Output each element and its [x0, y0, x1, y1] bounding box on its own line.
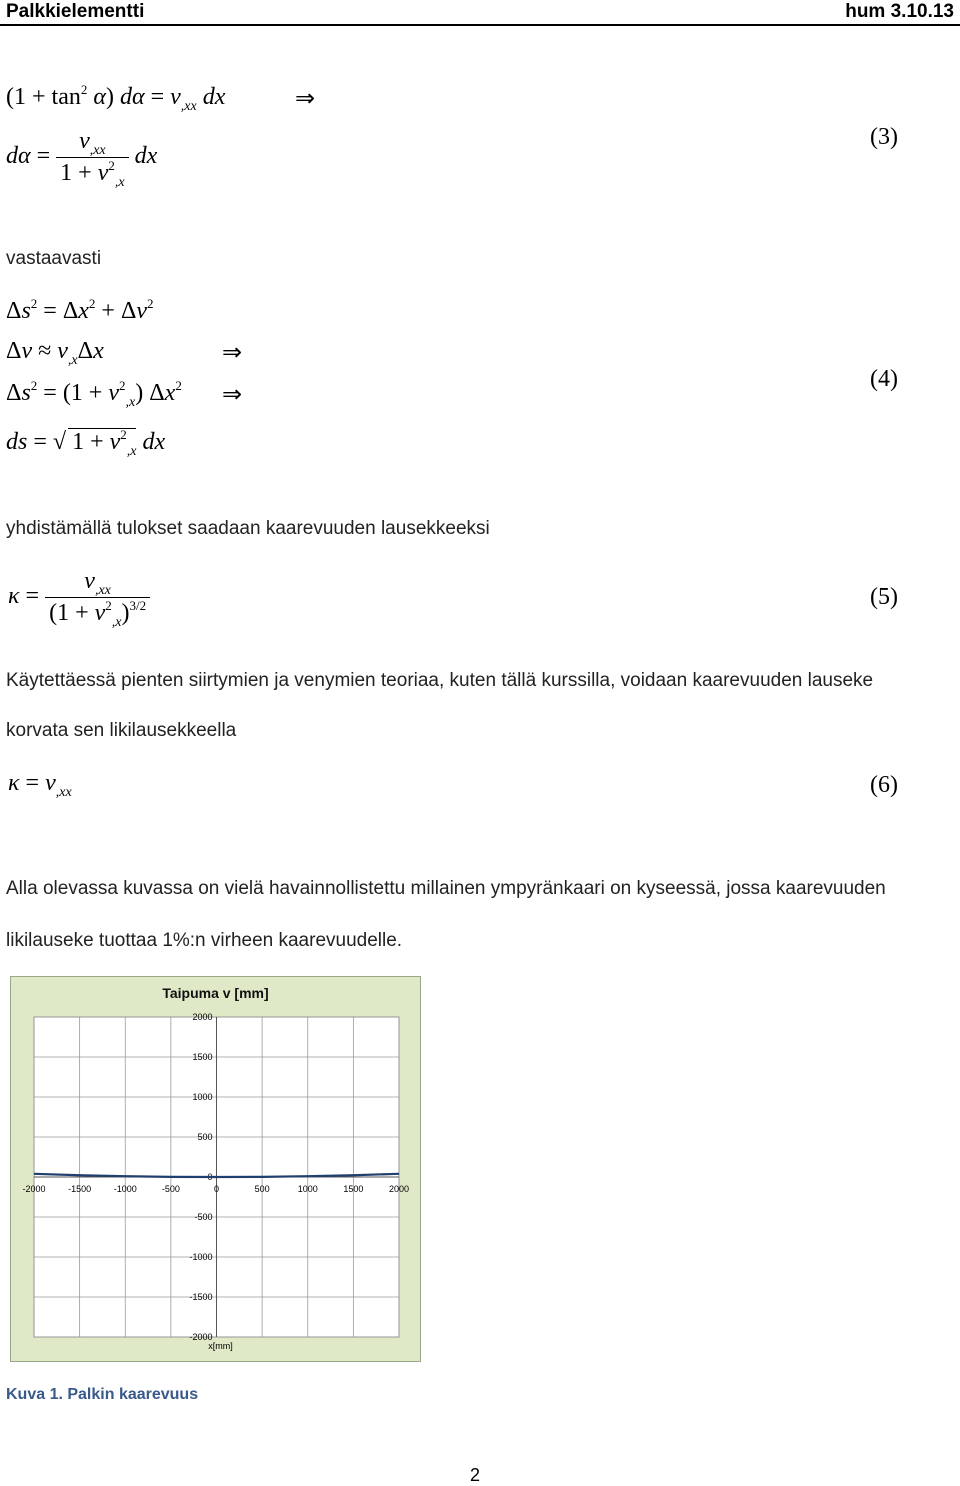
text-kaytettaessa: Käytettäessä pienten siirtymien ja venymien teoriaa, kuten tällä kurssilla, voidaan kaarevuuden lauseke — [6, 670, 874, 691]
header-title: Palkkielementti — [6, 1, 145, 22]
equation-4b: $\Delta v \approx v_{,x}\Delta x$ — [6, 338, 104, 368]
x-tick-label: -500 — [161, 1184, 180, 1194]
equation-3a: $(1 + \tan^2 \alpha)$ $d\alpha = v_{,xx}$ dx — [6, 82, 226, 114]
equation-5: κ = $\frac{v_{,xx}}{(1 + v^2_{,x})^{3/2}}$ — [8, 568, 150, 627]
equation-number-6: (6) — [870, 772, 898, 798]
figure-caption: Kuva 1. Palkin kaarevuus — [6, 1386, 199, 1403]
text-korvata: korvata sen likilausekkeella — [6, 720, 237, 741]
header-date: hum 3.10.13 — [845, 1, 954, 22]
y-tick-label: 0 — [207, 1172, 213, 1182]
text-likilauseke: likilauseke tuottaa 1%:n virheen kaarevuudelle. — [6, 930, 403, 951]
x-axis-label: x[mm] — [208, 1341, 233, 1351]
text-yhdistamalla: yhdistämällä tulokset saadaan kaarevuuden lausekkeeksi — [6, 518, 490, 539]
chart — [10, 976, 421, 1362]
chart-title: Taipuma v [mm] — [162, 985, 269, 1001]
text-alla: Alla olevassa kuvassa on vielä havainnollistettu millainen ympyränkaari on kyseessä, jossa kaarevuuden — [6, 878, 886, 899]
equation-number-4: (4) — [870, 366, 898, 392]
y-tick-label: 1000 — [192, 1092, 213, 1102]
implies-icon: ⇒ — [295, 84, 316, 112]
x-tick-label: 2000 — [388, 1184, 410, 1194]
y-tick-label: 2000 — [192, 1012, 213, 1022]
page-header — [0, 0, 960, 26]
x-tick-label: 0 — [213, 1184, 220, 1194]
text-vastaavasti: vastaavasti — [6, 248, 102, 269]
equation-number-3: (3) — [870, 124, 898, 150]
equation-number-5: (5) — [870, 584, 898, 610]
y-tick-label: -2000 — [189, 1332, 213, 1342]
y-tick-label: 500 — [197, 1132, 213, 1142]
y-tick-label: -1500 — [189, 1292, 213, 1302]
x-tick-label: 1000 — [297, 1184, 318, 1194]
implies-icon: ⇒ — [222, 380, 243, 408]
y-tick-label: -500 — [194, 1212, 213, 1222]
equation-6: $\kappa = v_{,xx}$ — [8, 770, 72, 800]
chart-plot — [11, 977, 420, 1361]
x-tick-label: -1500 — [68, 1184, 92, 1194]
page-number: 2 — [470, 1465, 481, 1485]
implies-icon: ⇒ — [222, 338, 243, 366]
x-tick-label: 500 — [254, 1184, 270, 1194]
y-tick-label: -1000 — [189, 1252, 213, 1262]
equation-4d: ds = √ $1 + v^2_{,x}$ dx — [6, 427, 166, 459]
x-tick-label: 1500 — [343, 1184, 364, 1194]
equation-3b: dα = $\frac{v_{,xx}}{1 + v^2_{,x}}$ dx — [6, 128, 158, 190]
equation-4c: $\Delta s^2 = (1 + v^2_{,x})$ $\Delta x^2$ — [6, 378, 182, 410]
y-tick-label: 1500 — [192, 1052, 213, 1062]
equation-4a: $\Delta s^2 = \Delta x^2 + \Delta v^2$ — [6, 296, 154, 324]
x-tick-label: -2000 — [22, 1184, 46, 1194]
x-tick-label: -1000 — [113, 1184, 137, 1194]
